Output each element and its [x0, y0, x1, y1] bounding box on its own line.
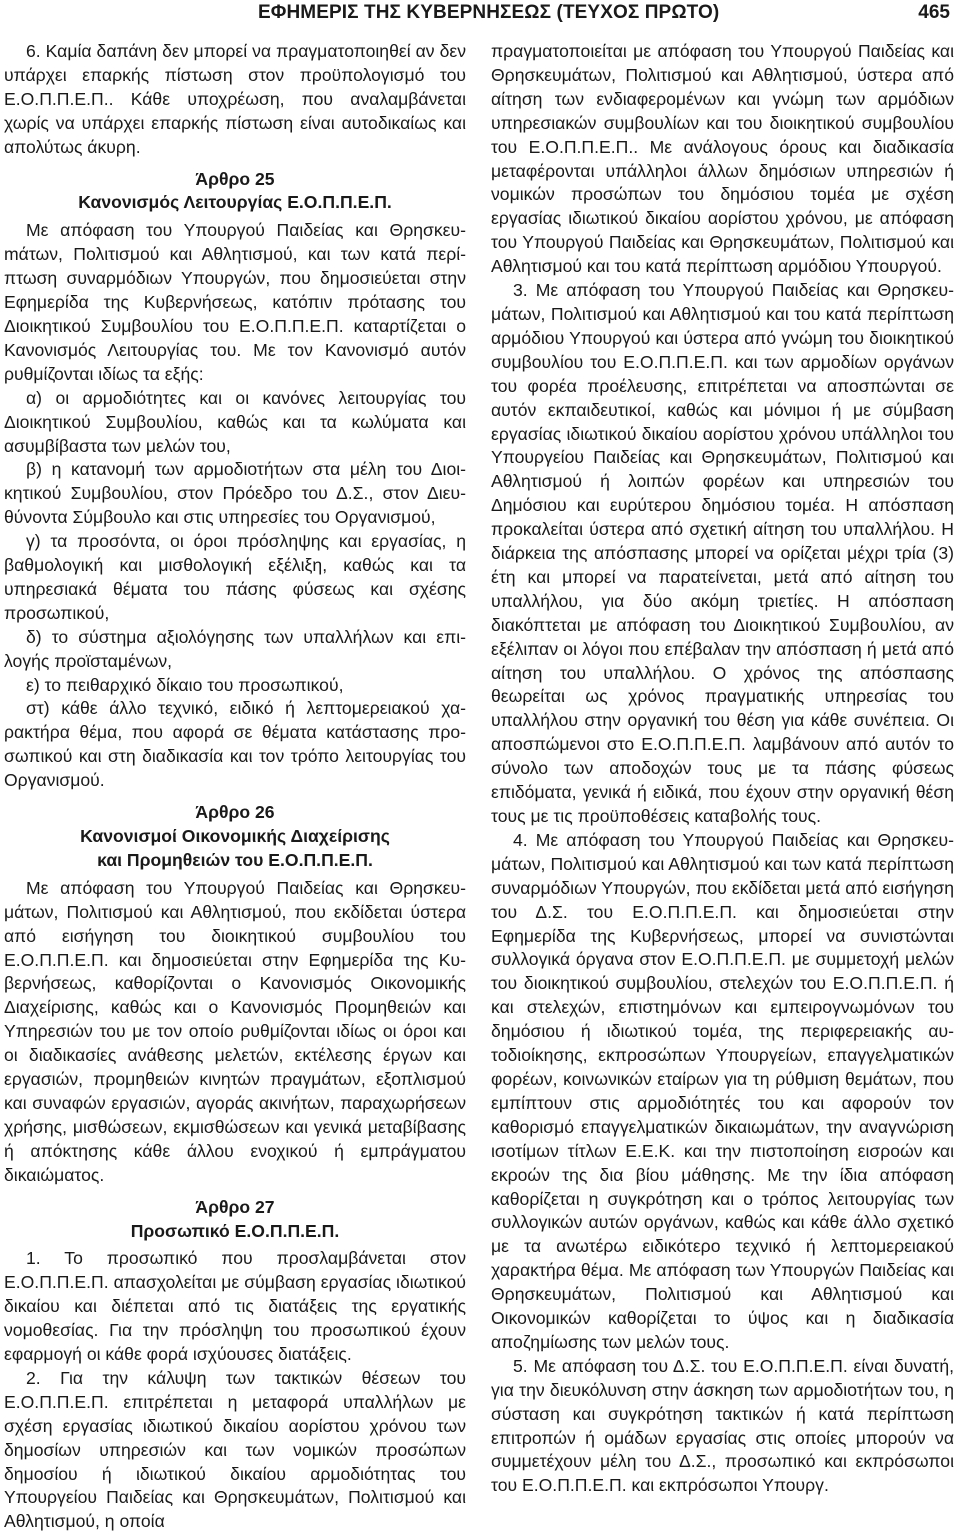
list-item: γ) τα προσόντα, οι όροι πρόσληψης και εργασίας, η βαθμολογική και μισθολογική εξέλιξη, καθώς και τα υπηρεσιακά θέματα του πάσης φύσεως και σχέσης προσωπικού, — [4, 531, 466, 623]
right-column — [491, 40, 954, 1498]
page-number: 465 — [918, 2, 950, 23]
paragraph: 5. Με απόφαση του Δ.Σ. του Ε.Ο.Π.Π.Ε.Π. είναι δυνατή, για την διευκόλυνση στην άσκηση των αρμοδιοτήτων του, η σύσταση και συγκρότηση τακτικών ή κατά περίπτωση επιτροπών ή ομάδων εργασίας στις οποίες μπορούν να συμμετέχουν μέλη του Δ.Σ., προσωπικό και εκπρόσωποι του Ε.Ο.Π.Π.Ε.Π. και εκπρόσωποι Υπουργ. — [491, 1355, 954, 1496]
left-column — [4, 40, 466, 1534]
paragraph: Με απόφαση του Υπουργού Παιδείας και Θρησκευμάτων, Πολιτισμού και Αθλητισμού, που εκδίδεται ύστερα από εισήγηση του διοικητικού συμβουλίου του Ε.Ο.Π.Π.Ε.Π. και δημοσιεύεται στην Εφημερίδα της Κυβερνήσεως, καθορίζονται ο Κανονισμός Οικονομικής Διαχείρισης, καθώς και ο Κανονισμός Προμηθειών και Υπηρεσιών του με τον οποίο ρυθμίζονται ιδίως οι όροι και οι διαδικασίες ανάθεσης μελετών, εκτέλεσης έργων και εργασιών, προμηθειών κινητών πραγμάτων, εξοπλισμού και συναφών εργασιών, αγοράς ακινήτων, παραχωρήσεων χρήσης, μισθώσεων, εκμισθώσεων και γενικά μεταβίβασης ή απόκτησης κάθε άλλου ενοχικού ή εμπράγματου δικαιώματος. — [4, 877, 466, 1185]
article-26-title-line-2: και Προμηθειών του Ε.Ο.Π.Π.Ε.Π. — [97, 849, 373, 870]
gazette-title: ΕΦΗΜΕΡΙΣ ΤΗΣ ΚΥΒΕΡΝΗΣΕΩΣ (ΤΕΥΧΟΣ ΠΡΩΤΟ) — [258, 2, 720, 23]
list-item: στ) κάθε άλλο τεχνικό, ειδικό ή λεπτομερειακού χαρακτήρα θέμα, που αφορά σε θέματα κατάστασης προσωπικού και στη διαδικασία και τον τρόπο λειτουργίας του Οργανισμού. — [4, 698, 466, 791]
article-27-title: Προσωπικό Ε.Ο.Π.Π.Ε.Π. — [130, 1220, 340, 1241]
article-25-heading: Άρθρο 25 — [195, 168, 275, 189]
list-item: ε) το πειθαρχικό δίκαιο του προσωπικού, — [26, 674, 344, 695]
paragraph: 4. Με απόφαση του Υπουργού Παιδείας και Θρησκευμάτων, Πολιτισμού και Αθλητισμού και των κατά περίπτωση συναρμόδιων Υπουργών, που εκδίδεται μετά από εισήγηση του Δ.Σ. του Ε.Ο.Π.Π.Ε.Π. και δημοσιεύεται στην Εφημερίδα της Κυβερνήσεως, μπορεί να συνιστώνται συλλογικά όργανα στον Ε.Ο.Π.Π.Ε.Π. με συμμετοχή μελών του διοικητικού συμβουλίου, στελεχών του Ε.Ο.Π.Π.Ε.Π. ή και στελεχών, επιστημόνων και εμπειρογνωμόνων του δημόσιου ή ιδιωτικού τομέα, της περιφερειακής αυτοδιοίκησης, εκπροσώπων Υπουργείων, επαγγελματικών φορέων, κοινωνικών εταίρων για τη ρύθμιση θεμάτων, που εμπίπτουν στις αρμοδιότητές του και αφορούν τον καθορισμό επαγγελματικών δικαιωμάτων, την αναγνώριση ισοτίμων τίτλων Ε.Ε.Κ. και την πιστοποίηση εισροών και εκροών της δια βίου μάθησης. Με την ίδια απόφαση καθορίζεται η συγκρότηση και ο τρόπος λειτουργίας των συλλογικών αυτών οργάνων, καθώς και κάθε άλλο σχετικό με τα ανωτέρω ειδικότερο τεχνικό ή λεπτομερειακού χαρακτήρα θέμα. Με απόφαση των Υπουργών Παιδείας και Θρησκευμάτων, Πολιτισμού και Αθλητισμού και Οικονομικών καθορίζεται το ύψος και η διαδικασία αποζημίωσης των μελών τους. — [491, 829, 954, 1352]
article-27-heading: Άρθρο 27 — [195, 1196, 275, 1217]
list-item: β) η κατανομή των αρμοδιοτήτων στα μέλη του Διοικητικού Συμβουλίου, στον Πρόεδρο του Δ.Σ., στον Διευθύνοντα Σύμβουλο και στις υπηρεσίες του Οργανισμού, — [4, 459, 466, 528]
article-26-title-line-1: Κανονισμοί Οικονομικής Διαχείρισης — [80, 826, 390, 846]
paragraph: πραγματοποιείται με απόφαση του Υπουργού Παιδείας και Θρησκευμάτων, Πολιτισμού και Αθλητισμού, ύστερα από αίτηση των ενδιαφερομένων και γνώμη των αρμόδιων υπηρεσιακών συμβουλίων και του διοικητικού συμβουλίου του Ε.Ο.Π.Π.Ε.Π.. Με ανάλογους όρους και διαδικασία μεταφέρονται υπάλληλοι άλλων δημόσιων υπηρεσιών ή νομικών προσώπων του δημόσιου τομέα με σχέση εργασίας ιδιωτικού δικαίου αορίστου χρόνου, με απόφαση του Υπουργού Παιδείας και Θρησκευμάτων, Πολιτισμού και Αθλητισμού και του κατά περίπτωση αρμόδιου Υπουργού. — [491, 41, 954, 277]
article-25-title: Κανονισμός Λειτουργίας Ε.Ο.Π.Π.Ε.Π. — [78, 192, 392, 213]
page-header — [0, 0, 960, 32]
paragraph: 6. Καμία δαπάνη δεν μπορεί να πραγματοποιηθεί αν δεν υπάρχει επαρκής πίστωση στον προϋπολογισμό του Ε.Ο.Π.Π.Ε.Π.. Κάθε υποχρέωση, που αναλαμβάνεται χωρίς να υπάρχει επαρκής πίστωση είναι αυτοδικαίως και απολύτως άκυρη. — [4, 41, 466, 157]
paragraph: 1. Το προσωπικό που προσλαμβάνεται στον Ε.Ο.Π.Π.Ε.Π. απασχολείται με σύμβαση εργασίας ιδιωτικού δικαίου και διέπεται από τις διατάξεις της εργατικής νομοθεσίας. Για την πρόσληψη του προσωπικού έχουν εφαρμογή οι κάθε φορά ισχύουσες διατάξεις. — [4, 1248, 466, 1365]
list-item: α) οι αρμοδιότητες και οι κανόνες λειτουργίας του Διοικητικού Συμβουλίου, καθώς και τα κωλύματα και ασυμβίβαστα των μελών του, — [4, 387, 466, 456]
paragraph: 3. Με απόφαση του Υπουργού Παιδείας και Θρησκευμάτων, Πολιτισμού και Αθλητισμού και του κατά περίπτωση αρμόδιου Υπουργού και ύστερα από γνώμη του διοικητικού συμβουλίου του Ε.Ο.Π.Π.Ε.Π. και των αρμοδίων οργάνων του φορέα προέλευσης, επιτρέπεται να αποσπώνται σε αυτόν εκπαιδευτικοί, καθώς και μόνιμοι ή με σύμβαση εργασίας ιδιωτικού δικαίου αορίστου χρόνου υπάλληλοι του Υπουργείου Παιδείας και Θρησκευμάτων, Πολιτισμού και Αθλητισμού ή λοιπών φορέων και υπηρεσιών του Δημόσιου και ευρύτερου δημόσιου τομέα. Η απόσπαση προκαλείται ύστερα από σχετική αίτηση του υπαλλήλου. Η διάρκεια της απόσπασης μπορεί να ορίζεται μέχρι τρία (3) έτη και μπορεί να παρατείνεται, μετά από αίτηση του υπαλλήλου, για δύο ακόμη τριετίες. Η απόσπαση διακόπτεται με απόφαση του Διοικητικού Συμβουλίου, αν εξέλιπαν οι λόγοι που επέβαλαν την απόσπαση ή μετά από αίτηση του υπαλλήλου. Ο χρόνος της απόσπασης θεωρείται ως χρόνος πραγματικής υπηρεσίας του υπαλλήλου στην οργανική του θέση για κάθε συνέπεια. Οι αποσπώμενοι στο Ε.Ο.Π.Π.Ε.Π. λαμβάνουν από αυτόν το σύνολο των αποδοχών τους με τα πάσης φύσεως επιδόματα, γενικά ή ειδικά, που έχουν στην οργανική θέση τους με τις προϋποθέσεις καταβολής τους. — [491, 280, 954, 826]
list-item: δ) το σύστημα αξιολόγησης των υπαλλήλων και επιλογής προϊσταμένων, — [4, 626, 466, 671]
paragraph: 2. Για την κάλυψη των τακτικών θέσεων του Ε.Ο.Π.Π.Ε.Π. επιτρέπεται η μεταφορά υπαλλήλων με σχέση εργασίας ιδιωτικού δικαίου αορίστου χρόνου των δημοσίων υπηρεσιών και των νομικών προσώπων δημοσίου ή ιδιωτικού δικαίου αρμοδιότητας του Υπουργείου Παιδείας και Θρησκευμάτων, Πολιτισμού και Αθλητισμού, η οποία — [4, 1367, 466, 1532]
paragraph: Με απόφαση του Υπουργού Παιδείας και Θρησκευmάτων, Πολιτισμού και Αθλητισμού, και των κατά περίπτωση συναρμόδιων Υπουργών, που δημοσιεύεται στην Εφημερίδα της Κυβερνήσεως, κατόπιν πρότασης του Διοικητικού Συμβουλίου του Ε.Ο.Π.Π.Ε.Π. καταρτίζεται ο Κανονισμός Λειτουργίας του. Με τον Κανονισμό αυτόν ρυθμίζονται ιδίως τα εξής: — [4, 220, 466, 384]
article-26-heading: Άρθρο 26 — [195, 802, 275, 823]
